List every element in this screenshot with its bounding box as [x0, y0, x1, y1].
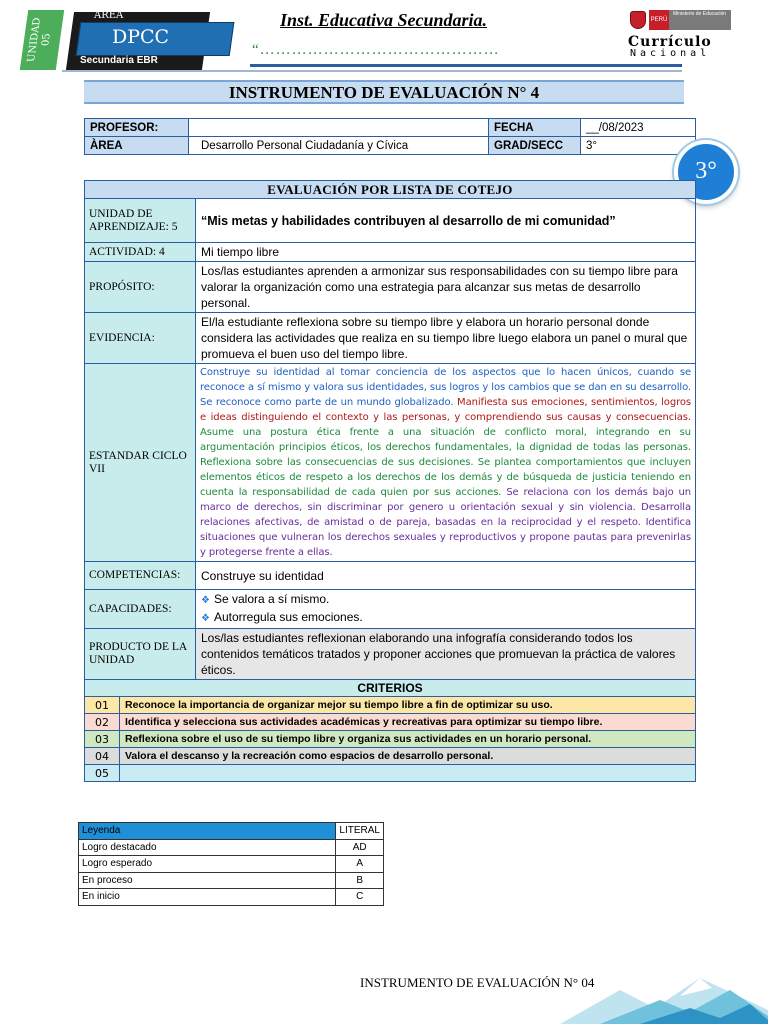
- criterio-number: 03: [85, 731, 120, 748]
- estandar-part-4: Se relaciona con los demás bajo un marco de derechos, sin discriminar por genero u orientación sexual y sin violencia. Desarrolla relaciones afectivas, de amistad o de pareja, basadas en la reciprocidad y el respeto. Identifica situaciones que vulneran los derechos sexuales y reproductivos y propone pautas para prevenirlas y protegerse frente a ellas.: [200, 487, 691, 558]
- peru-label: PERÚ: [649, 10, 669, 30]
- producto-label: PRODUCTO DE LA UNIDAD: [85, 629, 196, 680]
- header-divider: [250, 64, 682, 67]
- criterio-number: 01: [85, 697, 120, 714]
- estandar-part-3: Asume una postura ética frente a una situación de conflicto moral, integrando en su argumentación principios éticos, los derechos fundamentales, la dignidad de todas las personas. Reflexiona sobre las consecuencias de sus decisiones. Se plantea comportamientos que incluyen elementos éticos de respeto a los derechos de los demás y de búsqueda de justicia teniendo en cuenta la responsabilidad de cada quien por sus acciones.: [200, 427, 691, 498]
- actividad-value: Mi tiempo libre: [196, 243, 696, 262]
- legend-literal: C: [336, 889, 384, 906]
- legend-label: En proceso: [79, 872, 336, 889]
- header-divider-light: [62, 70, 682, 72]
- evaluation-table: [84, 180, 696, 782]
- actividad-label: ACTIVIDAD: 4: [85, 243, 196, 262]
- estandar-part-1: Construye su identidad al tomar conciencia de los aspectos que lo hacen únicos, cuando se reconoce a sí mismo y valora sus identidades, sus logros y los cambios que se dan en su desarrollo. Se reconoce como parte de un mundo globalizado.: [200, 367, 691, 408]
- estandar-part-2: Manifiesta sus emociones, sentimientos, logros e ideas distinguiendo el contexto y las personas, y comprendiendo sus causas y consecuencias.: [200, 397, 691, 423]
- profesor-value[interactable]: [189, 119, 489, 137]
- criterios-header: CRITERIOS: [85, 680, 696, 697]
- criterio-text: Identifica y selecciona sus actividades académicas y recreativas para optimizar su tiempo libre.: [120, 714, 696, 731]
- fecha-label: FECHA: [489, 119, 581, 137]
- legend-row: [79, 839, 384, 856]
- proposito-value: Los/las estudiantes aprenden a armonizar sus responsabilidades con su tiempo libre para valorar la organización como una estrategia para alcanzar sus metas de desarrollo personal.: [196, 262, 696, 313]
- criterio-number: 02: [85, 714, 120, 731]
- proposito-label: PROPÓSITO:: [85, 262, 196, 313]
- grade-badge-text: 3°: [695, 158, 717, 184]
- fecha-value[interactable]: __/08/2023: [581, 119, 696, 137]
- mountains-decoration: [560, 960, 768, 1024]
- criterio-row: [85, 697, 696, 714]
- area-name: DPCC: [112, 26, 170, 48]
- competencia-value: Construye su identidad: [196, 562, 696, 590]
- capacidad-item: ❖ Autorregula sus emociones.: [201, 610, 363, 624]
- evidencia-label: EVIDENCIA:: [85, 313, 196, 364]
- criterio-text: [120, 765, 696, 782]
- capacidad-item: ❖ Se valora a sí mismo.: [201, 592, 330, 606]
- level-label: Secundaria EBR: [80, 55, 158, 66]
- unit-badge-text: UNIDAD 05: [25, 17, 53, 63]
- legend-label: Logro destacado: [79, 839, 336, 856]
- estandar-value: [196, 364, 696, 562]
- shield-icon: [630, 11, 646, 29]
- diamond-bullet-icon: ❖: [201, 595, 210, 606]
- info-table: [84, 118, 696, 155]
- diamond-bullet-icon: ❖: [201, 613, 210, 624]
- producto-value: Los/las estudiantes reflexionan elaborando una infografía considerando todos los contenidos temáticos tratados y proponer acciones que promuevan la práctica de valores éticos.: [196, 629, 696, 680]
- legend-row: [79, 889, 384, 906]
- legend-row: [79, 872, 384, 889]
- criterio-text: Reconoce la importancia de organizar mejor su tiempo libre a fin de optimizar su uso.: [120, 697, 696, 714]
- estandar-label: ESTANDAR CICLO VII: [85, 364, 196, 562]
- page-title: INSTRUMENTO DE EVALUACIÓN N° 4: [228, 83, 540, 102]
- unidad-value: “Mis metas y habilidades contribuyen al desarrollo de mi comunidad”: [196, 199, 696, 243]
- criterio-text: Valora el descanso y la recreación como espacios de desarrollo personal.: [120, 748, 696, 765]
- footer-title: INSTRUMENTO DE EVALUACIÓN N° 04: [360, 975, 595, 990]
- unit-badge: [20, 10, 64, 70]
- curriculo-logo-text: Currículo: [628, 34, 712, 50]
- grad-label: GRAD/SECC: [489, 137, 581, 155]
- legend-row: [79, 856, 384, 873]
- criterio-row: [85, 765, 696, 782]
- criterio-row: [85, 731, 696, 748]
- criterio-text: Reflexiona sobre el uso de su tiempo libre y organiza sus actividades en un horario personal.: [120, 731, 696, 748]
- area-tag: ÁREA: [94, 10, 124, 21]
- institution-title: Inst. Educativa Secundaria.: [280, 10, 488, 30]
- grad-value[interactable]: 3°: [581, 137, 696, 155]
- area-label: ÀREA: [85, 137, 189, 155]
- competencia-label: COMPETENCIAS:: [85, 562, 196, 590]
- unidad-label: UNIDAD DE APRENDIZAJE: 5: [85, 199, 196, 243]
- legend-literal: AD: [336, 839, 384, 856]
- criterio-row: [85, 748, 696, 765]
- ministry-label: Ministerio de Educación: [669, 10, 731, 30]
- motto: “………………………………………: [252, 42, 500, 58]
- criterio-number: 05: [85, 765, 120, 782]
- literal-header: LITERAL: [336, 823, 384, 840]
- criterio-row: [85, 714, 696, 731]
- nacional-logo-text: Nacional: [630, 48, 711, 59]
- legend-header: Leyenda: [79, 823, 336, 840]
- area-value: Desarrollo Personal Ciudadanía y Cívica: [189, 137, 489, 155]
- legend-table: [78, 822, 384, 906]
- evidencia-value: El/la estudiante reflexiona sobre su tiempo libre y elabora un horario personal donde considera las actividades que realiza en su tiempo libre luego elabora un panel o mural que promueva el buen uso del tiempo libre.: [196, 313, 696, 364]
- legend-literal: A: [336, 856, 384, 873]
- profesor-label: PROFESOR:: [85, 119, 189, 137]
- ministry-logo: [630, 10, 731, 30]
- capacidades-label: CAPACIDADES:: [85, 590, 196, 629]
- legend-literal: B: [336, 872, 384, 889]
- title-bar: [84, 80, 684, 104]
- legend-label: Logro esperado: [79, 856, 336, 873]
- evaluation-header: EVALUACIÓN POR LISTA DE COTEJO: [85, 181, 696, 199]
- legend-label: En inicio: [79, 889, 336, 906]
- criterio-number: 04: [85, 748, 120, 765]
- capacidades-list: [196, 590, 696, 629]
